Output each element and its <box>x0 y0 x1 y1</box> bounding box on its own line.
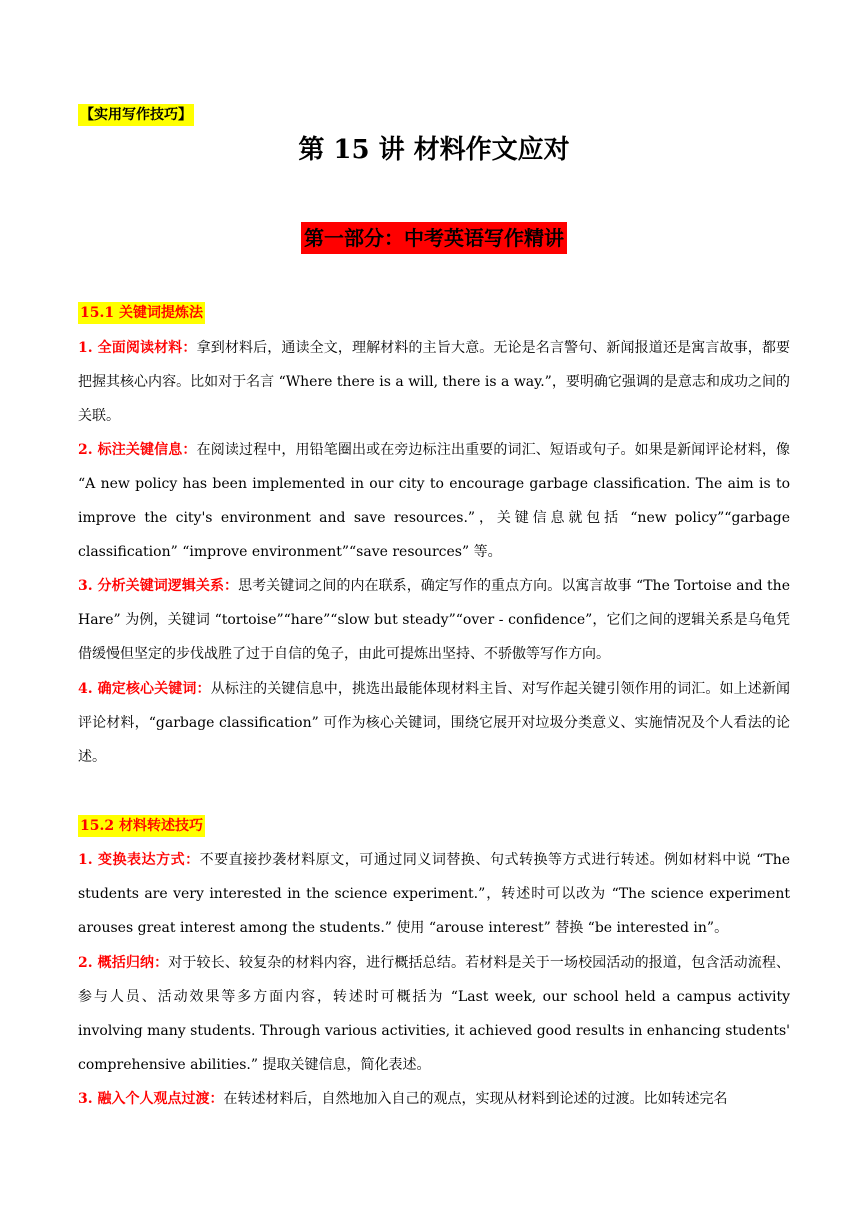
paragraph-15-1-item-1 <box>78 331 790 433</box>
paragraph-lead: 2. 标注关键信息： <box>78 442 197 458</box>
paragraph-lead: 3. 分析关键词逻辑关系： <box>78 578 239 594</box>
paragraph-lead: 4. 确定核心关键词： <box>78 681 211 697</box>
paragraph-text: 对于较长、较复杂的材料内容，进行概括总结。若材料是关于一场校园活动的报道，包含活动流程、参与人员、活动效果等多方面内容，转述时可概括为 “Last week, our school held a campus activity involving many students. Through various activities, it achieved good results in enhancing students' comprehensive abilities.” 提取关键信息，简化表述。 <box>78 955 790 1073</box>
paragraph-lead: 1. 全面阅读材料： <box>78 340 197 356</box>
paragraph-lead: 3. 融入个人观点过渡： <box>78 1091 224 1107</box>
paragraph-15-1-item-2 <box>78 433 790 569</box>
header-tag: 【实用写作技巧】 <box>78 104 194 126</box>
section-heading-15-2: 15.2 材料转述技巧 <box>78 815 205 837</box>
paragraph-text: 在转述材料后，自然地加入自己的观点，实现从材料到论述的过渡。比如转述完名 <box>223 1091 728 1107</box>
paragraph-text: 不要直接抄袭材料原文，可通过同义词替换、句式转换等方式进行转述。例如材料中说 “The students are very interested in the science experiment.”，转述时可以改为 “The science experiment arouses great interest among the students.” 使用 “arouse interest” 替换 “be interested in”。 <box>78 852 790 936</box>
paragraph-15-2-item-2 <box>78 946 790 1082</box>
paragraph-text: 从标注的关键信息中，挑选出最能体现材料主旨、对写作起关键引领作用的词汇。如上述新闻评论材料，“garbage classification” 可作为核心关键词，围绕它展开对垃圾分类意义、实施情况及个人看法的论述。 <box>78 681 790 765</box>
paragraph-text: 思考关键词之间的内在联系，确定写作的重点方向。以寓言故事 “The Tortoise and the Hare” 为例，关键词 “tortoise”“hare”“slow but steady”“over - confidence”，它们之间的逻辑关系是乌龟凭借缓慢但坚定的步伐战胜了过于自信的兔子，由此可提炼出坚持、不骄傲等写作方向。 <box>78 578 790 662</box>
paragraph-15-2-item-3 <box>78 1082 790 1116</box>
paragraph-15-2-item-1 <box>78 843 790 945</box>
part-heading-wrap <box>0 222 868 254</box>
part-heading: 第一部分：中考英语写作精讲 <box>301 222 567 254</box>
paragraph-15-1-item-4 <box>78 672 790 774</box>
paragraph-15-1-item-3 <box>78 569 790 671</box>
paragraph-text: 在阅读过程中，用铅笔圈出或在旁边标注出重要的词汇、短语或句子。如果是新闻评论材料，像 “A new policy has been implemented in our city to encourage garbage classification. The aim is to improve the city's environment and save resources.”，关键信息就包括 “new policy”“garbage classification” “improve environment”“save resources” 等。 <box>78 442 790 560</box>
page-title: 第 15 讲 材料作文应对 <box>298 135 570 165</box>
paragraph-text: 拿到材料后，通读全文，理解材料的主旨大意。无论是名言警句、新闻报道还是寓言故事，都要把握其核心内容。比如对于名言 “Where there is a will, there is a way.”，要明确它强调的是意志和成功之间的关联。 <box>78 340 790 424</box>
paragraph-lead: 2. 概括归纳： <box>78 955 169 971</box>
section-heading-15-1: 15.1 关键词提炼法 <box>78 302 205 324</box>
paragraph-lead: 1. 变换表达方式： <box>78 852 200 868</box>
